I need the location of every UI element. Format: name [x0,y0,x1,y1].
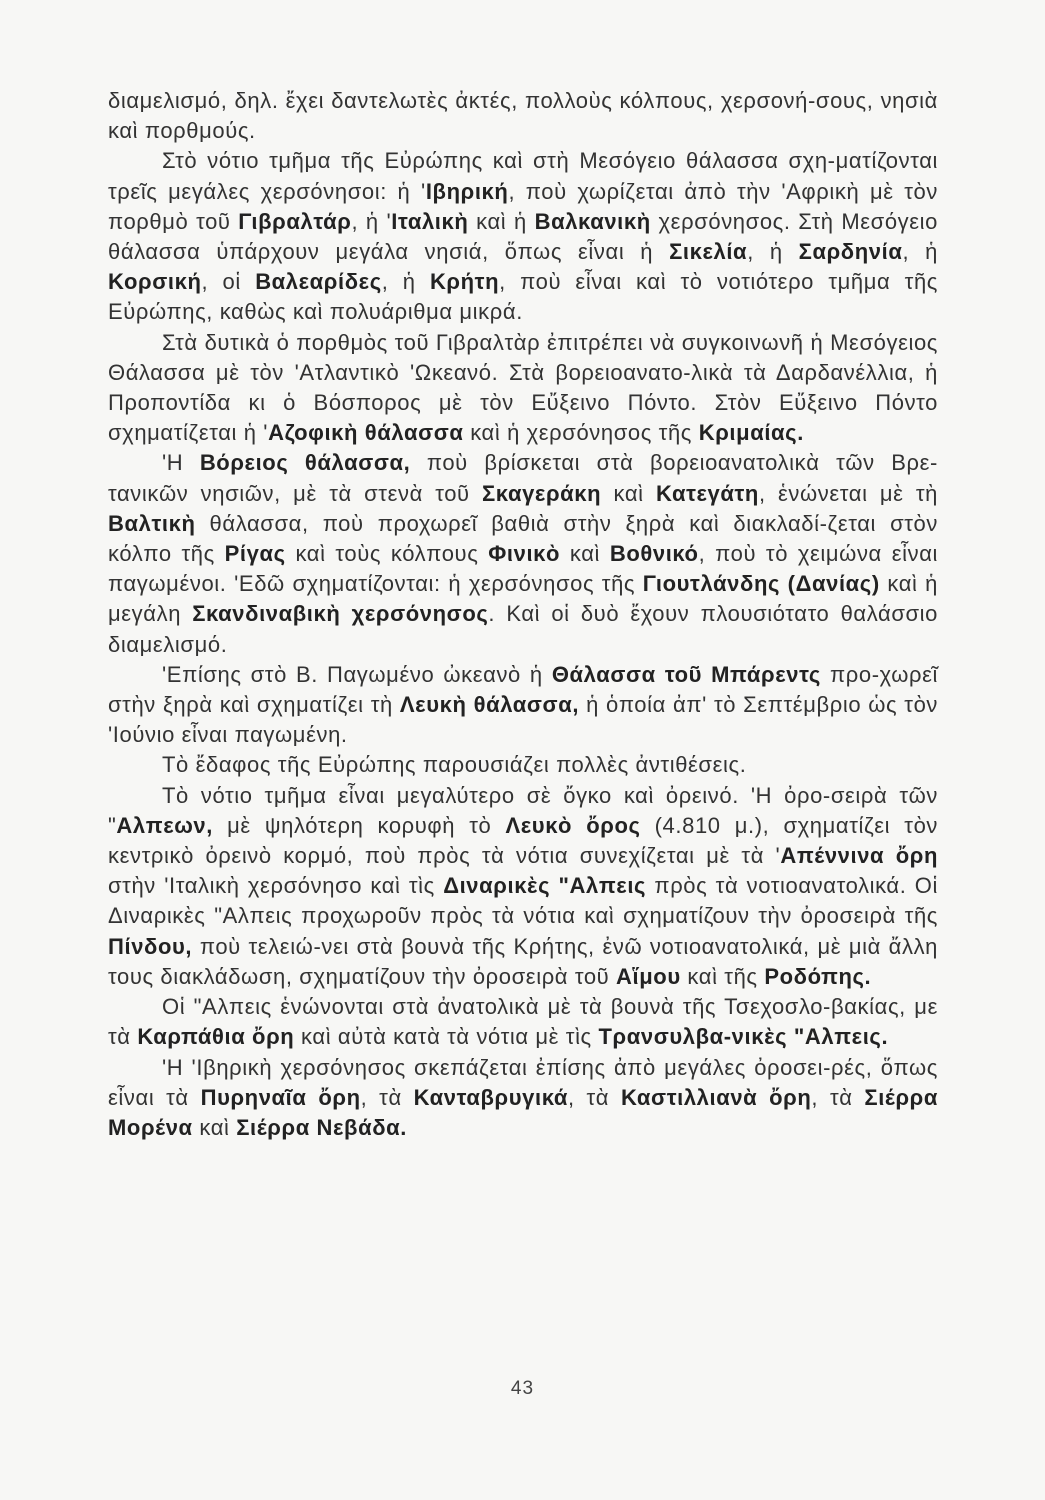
text-run: καὶ ἡ [468,208,535,234]
bold-term: Λευκὴ θάλασσα, [399,692,580,718]
text-run: 'Επίσης στὸ Β. Παγωμένο ὠκεανὸ ἡ [162,661,552,687]
text-run: Στὰ δυτικὰ ὁ πορθμὸς τοῦ Γιβραλτὰρ ἐπιτρέπει νὰ συγκοινωνῆ ἡ Μεσόγειος Θάλασσα μὲ τὸν 'Ατλαντικὸ 'Ωκεανό. Στὰ βορειοανατο-λικὰ τὰ Δαρδανέλλια, ἡ Προποντίδα κι ὁ Βόσπορος μὲ τὸν Εὔξεινο Πόντο. Στὸν Εὔξεινο Πόντο σχηματίζεται ἡ ' [108,329,938,446]
text-run: καὶ τοὺς κόλπους [285,541,489,567]
text-run: θάλασσα, ποὺ προχωρεῖ βαθιὰ στὴν ξηρὰ καὶ διακλαδί-ζεται στὸν κόλπο τῆς [108,510,938,567]
text-run: , ἡ [747,239,799,265]
text-run: Στὸ νότιο τμῆμα τῆς Εὐρώπης καὶ στὴ Μεσόγειο θάλασσα σχη-ματίζονται τρεῖς μεγάλες χερσόνησοι: ἡ ' [108,148,938,204]
bold-term: Ιβηρική [425,178,509,204]
bold-term: Γιβραλτάρ [238,208,352,234]
text-run: μὲ ψηλότερη κορυφὴ τὸ [212,812,506,838]
text-run: καὶ ἡ μεγάλη [108,571,939,627]
bold-term: Βοθνικό [609,541,699,567]
text-run: 'Η 'Ιβηρικὴ χερσόνησος σκεπάζεται ἐπίσης ἀπὸ μεγάλες ὀροσει-ρές, ὅπως εἶναι τὰ [108,1054,938,1110]
text-run: Τὸ νότιο τμῆμα εἶναι μεγαλύτερο σὲ ὄγκο καὶ ὀρεινό. 'Η ὀρο-σειρὰ τῶν " [108,782,938,838]
bold-term: Αζοφικὴ θάλασσα [268,420,464,446]
bold-term: Σικελία [669,239,748,265]
bold-term: Βαλτικὴ [108,510,196,536]
page-number: 43 [510,1378,535,1399]
paragraph [108,781,938,992]
text-run: Τὸ ἔδαφος τῆς Εὐρώπης παρουσιάζει πολλὲς ἀντιθέσεις. [162,752,747,778]
text-run: , οἱ [201,269,256,295]
bold-term: Αλπεων, [116,812,213,838]
bold-term: Σιέρρα Νεβάδα. [236,1114,407,1140]
bold-term: Γιουτλάνδης (Δανίας) [642,571,880,597]
bold-term: Ρίγας [224,541,286,567]
text-run: καὶ ἡ χερσόνησος τῆς [463,420,699,446]
bold-term: Τρανσυλβα-νικὲς "Αλπεις. [598,1024,889,1050]
bold-term: Λευκὸ ὄρος [505,812,641,838]
text-run: καὶ [601,480,656,506]
bold-term: Φινικὸ [488,541,561,567]
bold-term: Πυρηναῖα ὄρη [200,1084,361,1110]
text-run: , ἡ ' [351,208,392,234]
bold-term: Απέννινα ὄρη [780,843,938,869]
text-run: , τὰ [811,1084,865,1110]
paragraph [108,750,938,780]
text-run: , ἡ [902,239,938,265]
text-run: καὶ αὐτὰ κατὰ τὰ νότια μὲ τὶς [294,1024,599,1050]
bold-term: Κανταβρυγικά [413,1084,568,1110]
text-run: , ἑνώνεται μὲ τὴ [758,480,939,506]
bold-term: Κορσική [108,269,202,295]
text-run: προ-χωρεῖ στὴν ξηρὰ καὶ σχηματίζει τὴ [108,661,939,718]
text-run: , ποὺ τὸ χειμώνα εἶναι παγωμένοι. 'Εδῶ σχηματίζονται: ἡ χερσόνησος τῆς [108,541,939,597]
bold-term: Κριμαίας. [698,420,804,446]
paragraph [108,328,938,449]
text-run: ποὺ τελειώ-νει στὰ βουνὰ τῆς Κρήτης, ἐνῶ νοτιοανατολικά, μὲ μιὰ ἄλλη τους διακλάδωση, σχηματίζουν τὴν ὀροσειρὰ τοῦ [108,933,938,989]
bold-term: Διναρικὲς "Αλπεις [443,873,647,899]
bold-term: Ροδόπης. [764,963,872,989]
bold-term: Κατεγάτη [655,480,759,506]
text-run: Οἱ "Αλπεις ἑνώνονται στὰ ἀνατολικὰ μὲ τὰ βουνὰ τῆς Τσεχοσλο-βακίας, με τὰ [108,994,938,1050]
text-run: χερσόνησος. Στὴ Μεσόγειο θάλασσα ὑπάρχουν μεγάλα νησιά, ὅπως εἶναι ἡ [108,208,938,265]
text-run: 'Η [162,450,200,476]
text-run: , ποὺ εἶναι καὶ τὸ νοτιότερο τμῆμα τῆς Εὐρώπης, καθὼς καὶ πολυάριθμα μικρά. [108,269,938,325]
bold-term: Σκανδιναβικὴ χερσόνησος [192,601,489,627]
text-run: , τὰ [567,1084,621,1110]
bold-term: Ιταλικὴ [391,208,469,234]
text-run: , τὰ [360,1084,414,1110]
paragraph [108,448,938,659]
paragraph [108,146,938,327]
bold-term: Σαρδηνία [798,239,903,265]
paragraph [108,992,938,1052]
bold-term: Καστιλλιανὰ ὄρη [620,1084,812,1110]
text-run: ποὺ βρίσκεται στὰ βορειοανατολικὰ τῶν Βρε-τανικῶν νησιῶν, μὲ τὰ στενὰ τοῦ [108,450,938,506]
bold-term: Βαλεαρίδες [255,269,382,295]
text-run: πρὸς τὰ νοτιοανατολικά. Οἱ Διναρικὲς "Αλπεις προχωροῦν πρὸς τὰ νότια καὶ σχηματίζουν τὴν ὀροσειρὰ τῆς [108,873,938,929]
text-run: , ποὺ χωρίζεται ἀπὸ τὴν 'Αφρικὴ μὲ τὸν πορθμὸ τοῦ [108,178,938,234]
paragraph [108,86,938,146]
text-run: , ἡ [381,269,430,295]
bold-term: Βόρειος θάλασσα, [199,450,411,476]
bold-term: Σκαγεράκη [482,480,602,506]
bold-term: Πίνδου, [108,933,193,959]
text-run: ἡ ὁποία ἀπ' τὸ Σεπτέμβριο ὡς τὸν 'Ιούνιο εἶναι παγωμένη. [108,692,938,748]
paragraph [108,1053,938,1144]
body-text [108,86,938,1143]
text-run: καὶ [560,541,610,567]
paragraph [108,660,938,751]
text-run: διαμελισμό, δηλ. ἔχει δαντελωτὲς ἀκτές, πολλοὺς κόλπους, χερσονή-σους, νησιὰ καὶ πορθμούς. [108,88,938,144]
bold-term: Θάλασσα τοῦ Μπάρεντς [551,661,821,687]
text-run: καὶ τῆς [680,963,765,989]
bold-term: Σιέρρα Μορένα [108,1084,938,1140]
bold-term: Κρήτη [429,269,500,295]
text-run: καὶ [192,1114,237,1140]
text-run: στὴν 'Ιταλικὴ χερσόνησο καὶ τὶς [108,873,444,899]
bold-term: Καρπάθια ὄρη [137,1024,295,1050]
bold-term: Αἵμου [616,963,681,989]
text-run: . Καὶ οἱ δυὸ ἔχουν πλουσιότατο θαλάσσιο διαμελισμό. [108,601,938,657]
text-run: (4.810 μ.), σχηματίζει τὸν κεντρικὸ ὀρεινὸ κορμό, ποὺ πρὸς τὰ νότια συνεχίζεται μὲ τὰ ' [108,812,938,869]
bold-term: Βαλκανικὴ [534,208,651,234]
